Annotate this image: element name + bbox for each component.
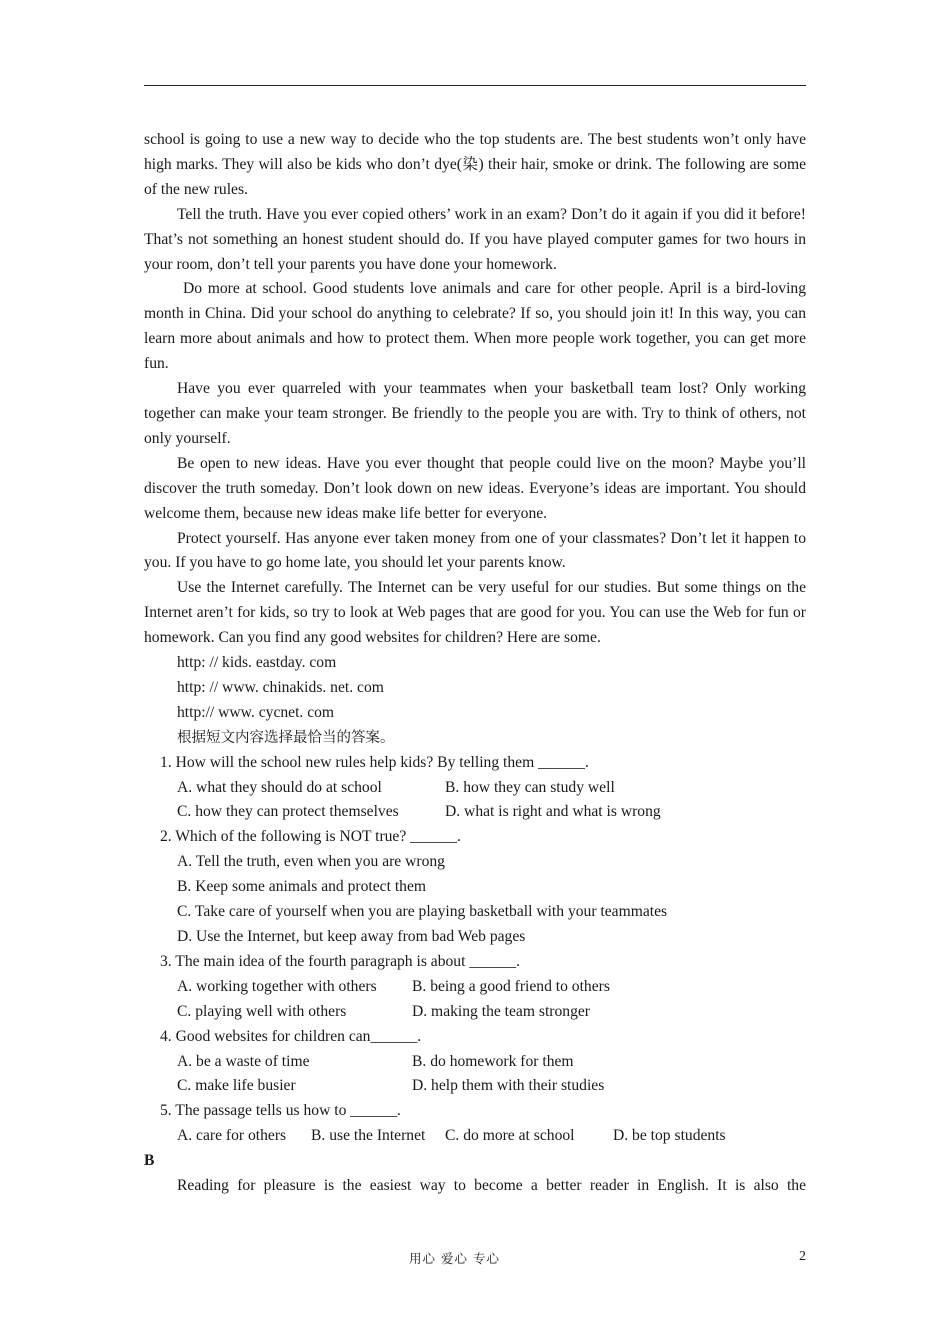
passage-paragraph: Do more at school. Good students love animals and care for other people. April is a bird-loving month in China. Did your school do anything to celebrate? If so, you should join it! In this way, you can learn more about animals and how to protect them. When more people work together, you can get more fun. [144, 280, 806, 373]
option: A. Tell the truth, even when you are wrong [177, 853, 445, 871]
option: A. working together with others [177, 977, 377, 995]
passage-paragraph: Reading for pleasure is the easiest way to become a better reader in English. It is also the [177, 1177, 806, 1195]
page-number: 2 [799, 1249, 806, 1264]
option: D. help them with their studies [412, 1077, 605, 1095]
option: D. making the team stronger [412, 1002, 590, 1020]
option: A. be a waste of time [177, 1052, 310, 1070]
option: C. playing well with others [177, 1002, 347, 1020]
question-stem: 3. The main idea of the fourth paragraph is about ______. [160, 952, 521, 970]
option: B. being a good friend to others [412, 977, 610, 995]
option: C. Take care of yourself when you are playing basketball with your teammates [177, 903, 668, 921]
website-url: http: // www. chinakids. net. com [177, 678, 384, 696]
option: B. Keep some animals and protect them [177, 878, 426, 896]
option-row [144, 1000, 806, 1025]
passage-paragraph: Tell the truth. Have you ever copied others’ work in an exam? Don’t do it again if you did it before! That’s not something an honest student should do. If you have played computer games for two hours in your room, don’t tell your parents you have done your homework. [144, 205, 806, 273]
instruction: 根据短文内容选择最恰当的答案。 [177, 729, 395, 746]
option-row [144, 776, 806, 801]
option: D. what is right and what is wrong [445, 803, 661, 821]
option: D. be top students [613, 1127, 726, 1145]
option-row [144, 1050, 806, 1075]
passage-paragraph: school is going to use a new way to decide who the top students are. The best students won’t only have high marks. They will also be kids who don’t dye(染) their hair, smoke or drink. The following are some of the new rules. [144, 131, 806, 198]
option: C. do more at school [445, 1127, 575, 1145]
section-heading: B [144, 1152, 155, 1170]
question-stem: 5. The passage tells us how to ______. [160, 1102, 401, 1120]
option: A. what they should do at school [177, 778, 382, 796]
website-url: http: // kids. eastday. com [177, 654, 337, 672]
question-stem: 4. Good websites for children can______. [160, 1027, 422, 1045]
header-rule [144, 85, 806, 86]
page-content [144, 128, 806, 1199]
passage-paragraph: Protect yourself. Has anyone ever taken money from one of your classmates? Don’t let it happen to you. If you have to go home late, you should let your parents know. [144, 529, 806, 572]
option-row [144, 800, 806, 825]
option: B. do homework for them [412, 1052, 574, 1070]
question-stem: 2. Which of the following is NOT true? ______. [160, 828, 461, 846]
option: A. care for others [177, 1127, 287, 1145]
website-url: http:// www. cycnet. com [177, 703, 335, 721]
option-row [144, 1074, 806, 1099]
passage-paragraph: Have you ever quarreled with your teammates when your basketball team lost? Only working together can make your team stronger. Be friendly to the people you are with. Try to think of others, not only yourself. [144, 380, 806, 447]
option: B. how they can study well [445, 778, 615, 796]
option: D. Use the Internet, but keep away from bad Web pages [177, 928, 526, 945]
option: C. how they can protect themselves [177, 803, 399, 821]
option-row [144, 975, 806, 1000]
option-row [144, 1124, 806, 1149]
option: C. make life busier [177, 1077, 296, 1095]
question-stem: 1. How will the school new rules help kids? By telling them ______. [160, 753, 589, 771]
passage-paragraph: Use the Internet carefully. The Internet can be very useful for our studies. But some things on the Internet aren’t for kids, so try to look at Web pages that are good for you. You can use the Web for fun or homework. Can you find any good websites for children? Here are some. [144, 579, 806, 647]
footer-motto: 用心 爱心 专心 [409, 1251, 500, 1266]
option: B. use the Internet [311, 1127, 426, 1145]
passage-paragraph: Be open to new ideas. Have you ever thought that people could live on the moon? Maybe you’ll discover the truth someday. Don’t look down on new ideas. Everyone’s ideas are important. You should welcome them, because new ideas make life better for everyone. [144, 454, 806, 522]
